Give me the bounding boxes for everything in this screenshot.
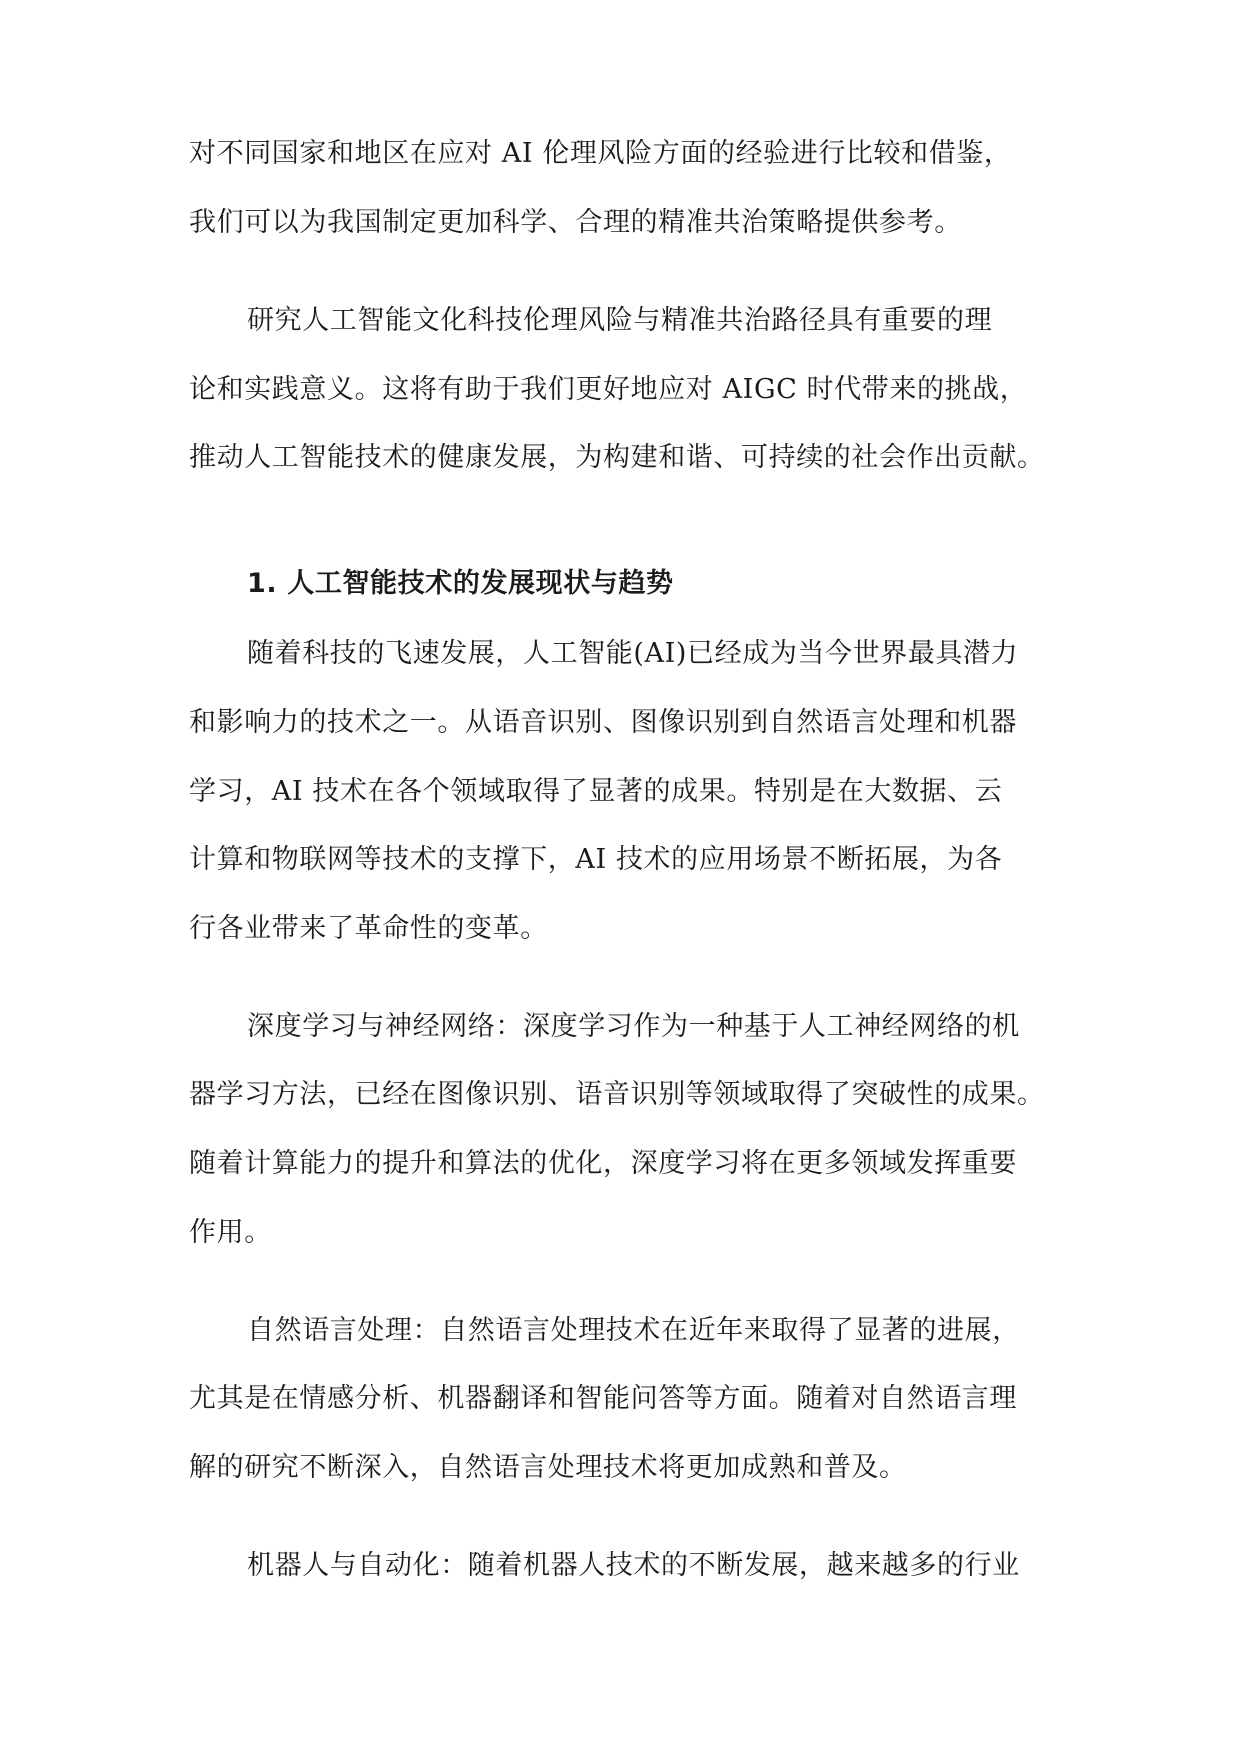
paragraph-line: 自然语言处理：自然语言处理技术在近年来取得了显著的进展，: [247, 1315, 1020, 1346]
paragraph-line: 论和实践意义。这将有助于我们更好地应对 AIGC 时代带来的挑战，: [189, 374, 1028, 405]
paragraph-line: 和影响力的技术之一。从语音识别、图像识别到自然语言处理和机器: [189, 707, 1017, 738]
paragraph-line: 对不同国家和地区在应对 AI 伦理风险方面的经验进行比较和借鉴，: [189, 138, 1012, 169]
paragraph-line: 我们可以为我国制定更加科学、合理的精准共治策略提供参考。: [189, 207, 962, 238]
section-heading: 1. 人工智能技术的发展现状与趋势: [247, 568, 674, 599]
paragraph-line: 机器人与自动化：随着机器人技术的不断发展，越来越多的行业: [247, 1550, 1020, 1581]
paragraph-line: 计算和物联网等技术的支撑下，AI 技术的应用场景不断拓展，为各: [189, 844, 1003, 875]
paragraph-line: 随着科技的飞速发展，人工智能(AI)已经成为当今世界最具潜力: [247, 638, 1019, 669]
paragraph-line: 解的研究不断深入，自然语言处理技术将更加成熟和普及。: [189, 1452, 907, 1483]
paragraph-line: 行各业带来了革命性的变革。: [189, 913, 548, 944]
paragraph-line: 推动人工智能技术的健康发展，为构建和谐、可持续的社会作出贡献。: [189, 442, 1045, 473]
paragraph-line: 研究人工智能文化科技伦理风险与精准共治路径具有重要的理: [247, 305, 993, 336]
paragraph-line: 作用。: [189, 1217, 272, 1248]
paragraph-line: 学习，AI 技术在各个领域取得了显著的成果。特别是在大数据、云: [189, 776, 1003, 807]
paragraph-line: 深度学习与神经网络：深度学习作为一种基于人工神经网络的机: [247, 1011, 1020, 1042]
paragraph-line: 尤其是在情感分析、机器翻译和智能问答等方面。随着对自然语言理: [189, 1383, 1017, 1414]
paragraph-line: 随着计算能力的提升和算法的优化，深度学习将在更多领域发挥重要: [189, 1148, 1017, 1179]
paragraph-line: 器学习方法，已经在图像识别、语音识别等领域取得了突破性的成果。: [189, 1079, 1045, 1110]
